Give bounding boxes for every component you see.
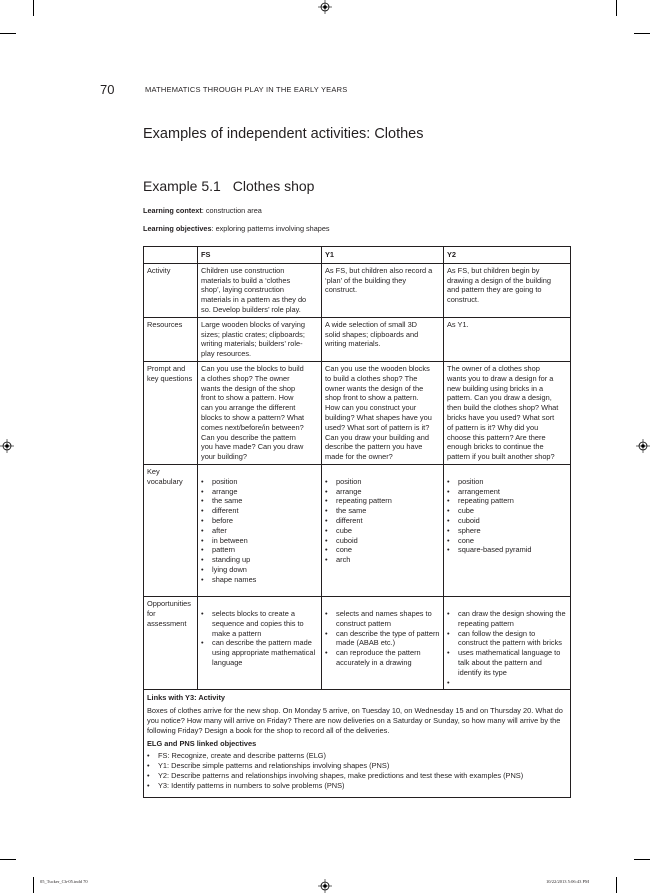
learning-context [143,206,262,215]
list-item: • position [201,477,318,487]
vocabulary-list [447,477,567,555]
list-item: • after [201,526,318,536]
crop-mark [616,877,617,893]
row-label: Key vocabulary [144,464,198,596]
crop-mark [0,859,16,860]
cell-y1: A wide selection of small 3D solid shapes; clipboards and writing materials. [322,317,444,361]
list-item: • in between [201,536,318,546]
crop-mark [33,0,34,16]
list-item: • pattern [201,545,318,555]
table-row-assessment [144,597,571,690]
list-item: • different [201,506,318,516]
list-item: • can reproduce the pattern accurately in a drawing [325,648,440,668]
list-item: • Y1: Describe simple patterns and relationships involving shapes (PNS) [147,761,567,771]
assessment-list [201,609,318,668]
footer-timestamp: 10/22/2013 5:06:43 PM [546,879,590,884]
list-item: • sphere [447,526,567,536]
cell-fs [198,597,322,690]
links-text: Boxes of clothes arrive for the new shop. On Monday 5 arrive, on Tuesday 10, on Wednesday 15 and on Thursday 20. What do you notice? How many will arrive on Friday? There are now deliveries on a Saturday or Sunday, so how many will arrive by the following Friday? Design a book for the shop to record all of the deliveries. [147,706,563,735]
footer-file-name: 05_Tucker_Ch-05.indd 70 [40,879,88,884]
list-item: • the same [201,496,318,506]
list-item: • can describe the type of pattern made (ABAB etc.) [325,629,440,649]
registration-mark-icon [636,439,650,453]
learning-context-label: Learning context [143,206,202,215]
vocabulary-list [325,477,440,565]
list-item: • cube [447,506,567,516]
list-item: • cube [325,526,440,536]
registration-mark-icon [318,0,332,14]
cell-y2: As FS, but children begin by drawing a design of the building and pattern they are going to construct. [444,263,571,317]
list-item: • uses mathematical language to talk about the pattern and identify its type [447,648,567,677]
table-row-activity [144,263,571,317]
list-item: • cone [447,536,567,546]
table-header-row [144,247,571,264]
elg-heading: ELG and PNS linked objectives [147,738,257,748]
registration-mark-icon [318,879,332,893]
list-item: • arrangement [447,487,567,497]
registration-mark-icon [0,439,14,453]
vocabulary-list [201,477,318,585]
list-item: • Y3: Identify patterns in numbers to solve problems (PNS) [147,781,567,791]
list-item: • arrange [201,487,318,497]
crop-mark [33,877,34,893]
cell-y2 [444,597,571,690]
cell-fs [198,464,322,596]
list-item: • Y2: Describe patterns and relationships involving shapes, make predictions and test these with examples (PNS) [147,771,567,781]
table-row-links [144,690,571,797]
list-item: • lying down [201,565,318,575]
assessment-list [325,609,440,668]
learning-context-value: : construction area [201,206,262,215]
links-cell [144,690,571,797]
example-title [143,178,314,194]
list-item: • cone [325,545,440,555]
cell-y1: Can you use the wooden blocks to build a clothes shop? The owner wants the design of the shop front to show a pattern. How can you construct your building? What shapes have you used? What sort of pattern is it? Can you draw your building and describe the pattern you have made for the owner? [322,361,444,464]
cell-y1 [322,464,444,596]
list-item: • FS: Recognize, create and describe patterns (ELG) [147,751,567,761]
cell-fs: Can you use the blocks to build a clothes shop? The owner wants the design of the shop front to show a pattern. How can you arrange the different blocks to show a pattern? What comes next/before/in between? Can you describe the pattern you have made? Can you draw your building? [198,361,322,464]
elg-list [147,751,567,790]
crop-mark [634,859,650,860]
cell-y2: As Y1. [444,317,571,361]
list-item: • the same [325,506,440,516]
activities-table [143,246,571,798]
header-cell-empty [144,247,198,264]
header-cell-fs: FS [198,247,322,264]
list-item: • repeating pattern [325,496,440,506]
row-label: Prompt and key questions [144,361,198,464]
learning-objectives-value: : exploring patterns involving shapes [211,224,330,233]
example-number: Example 5.1 [143,178,221,194]
row-label: Activity [144,263,198,317]
cell-fs: Large wooden blocks of varying sizes; plastic crates; clipboards; writing materials; builders’ role- play resources. [198,317,322,361]
example-name: Clothes shop [232,178,315,194]
list-item: • cuboid [325,536,440,546]
crop-mark [634,33,650,34]
list-item: • repeating pattern [447,496,567,506]
learning-objectives-label: Learning objectives [143,224,212,233]
header-cell-y2: Y2 [444,247,571,264]
links-heading: Links with Y3: Activity [147,693,226,703]
list-item: • position [447,477,567,487]
assessment-list [447,609,567,678]
list-item: • arch [325,555,440,565]
table-row-resources [144,317,571,361]
page-number: 70 [100,82,115,97]
list-item: • can draw the design showing the repeating pattern [447,609,567,629]
list-item: • shape names [201,575,318,585]
cell-y1: As FS, but children also record a ‘plan’ of the building they construct. [322,263,444,317]
list-item: • cuboid [447,516,567,526]
list-item: • arrange [325,487,440,497]
learning-objectives [143,224,330,233]
cell-y2 [444,464,571,596]
table-row-prompt [144,361,571,464]
list-item: • can follow the design to construct the pattern with bricks [447,629,567,649]
header-cell-y1: Y1 [322,247,444,264]
list-item: • standing up [201,555,318,565]
list-item: • selects and names shapes to construct pattern [325,609,440,629]
list-item: • position [325,477,440,487]
list-item: • square-based pyramid [447,545,567,555]
cell-y2: The owner of a clothes shop wants you to draw a design for a new building using bricks in a pattern. Can you draw a design, then build the clothes shop? What bricks have you used? What sort of pattern is it? Why did you choose this pattern? Are there enough bricks to continue the pattern if you built another shop? [444,361,571,464]
section-title: Examples of independent activities: Clothes [143,126,424,142]
cell-y1 [322,597,444,690]
cell-fs: Children use construction materials to build a ‘clothes shop’, laying construction materials in a pattern as they do so. Develop builders’ role play. [198,263,322,317]
list-item: • selects blocks to create a sequence and copies this to make a pattern [201,609,318,638]
row-label: Opportunities for assessment [144,597,198,690]
row-label: Resources [144,317,198,361]
list-item: • before [201,516,318,526]
list-item: • different [325,516,440,526]
table-row-vocabulary [144,464,571,596]
crop-mark [0,33,16,34]
list-item: • can describe the pattern made using appropriate mathematical language [201,638,318,667]
crop-mark [616,0,617,16]
running-head: MATHEMATICS THROUGH PLAY IN THE EARLY YEARS [145,85,348,94]
